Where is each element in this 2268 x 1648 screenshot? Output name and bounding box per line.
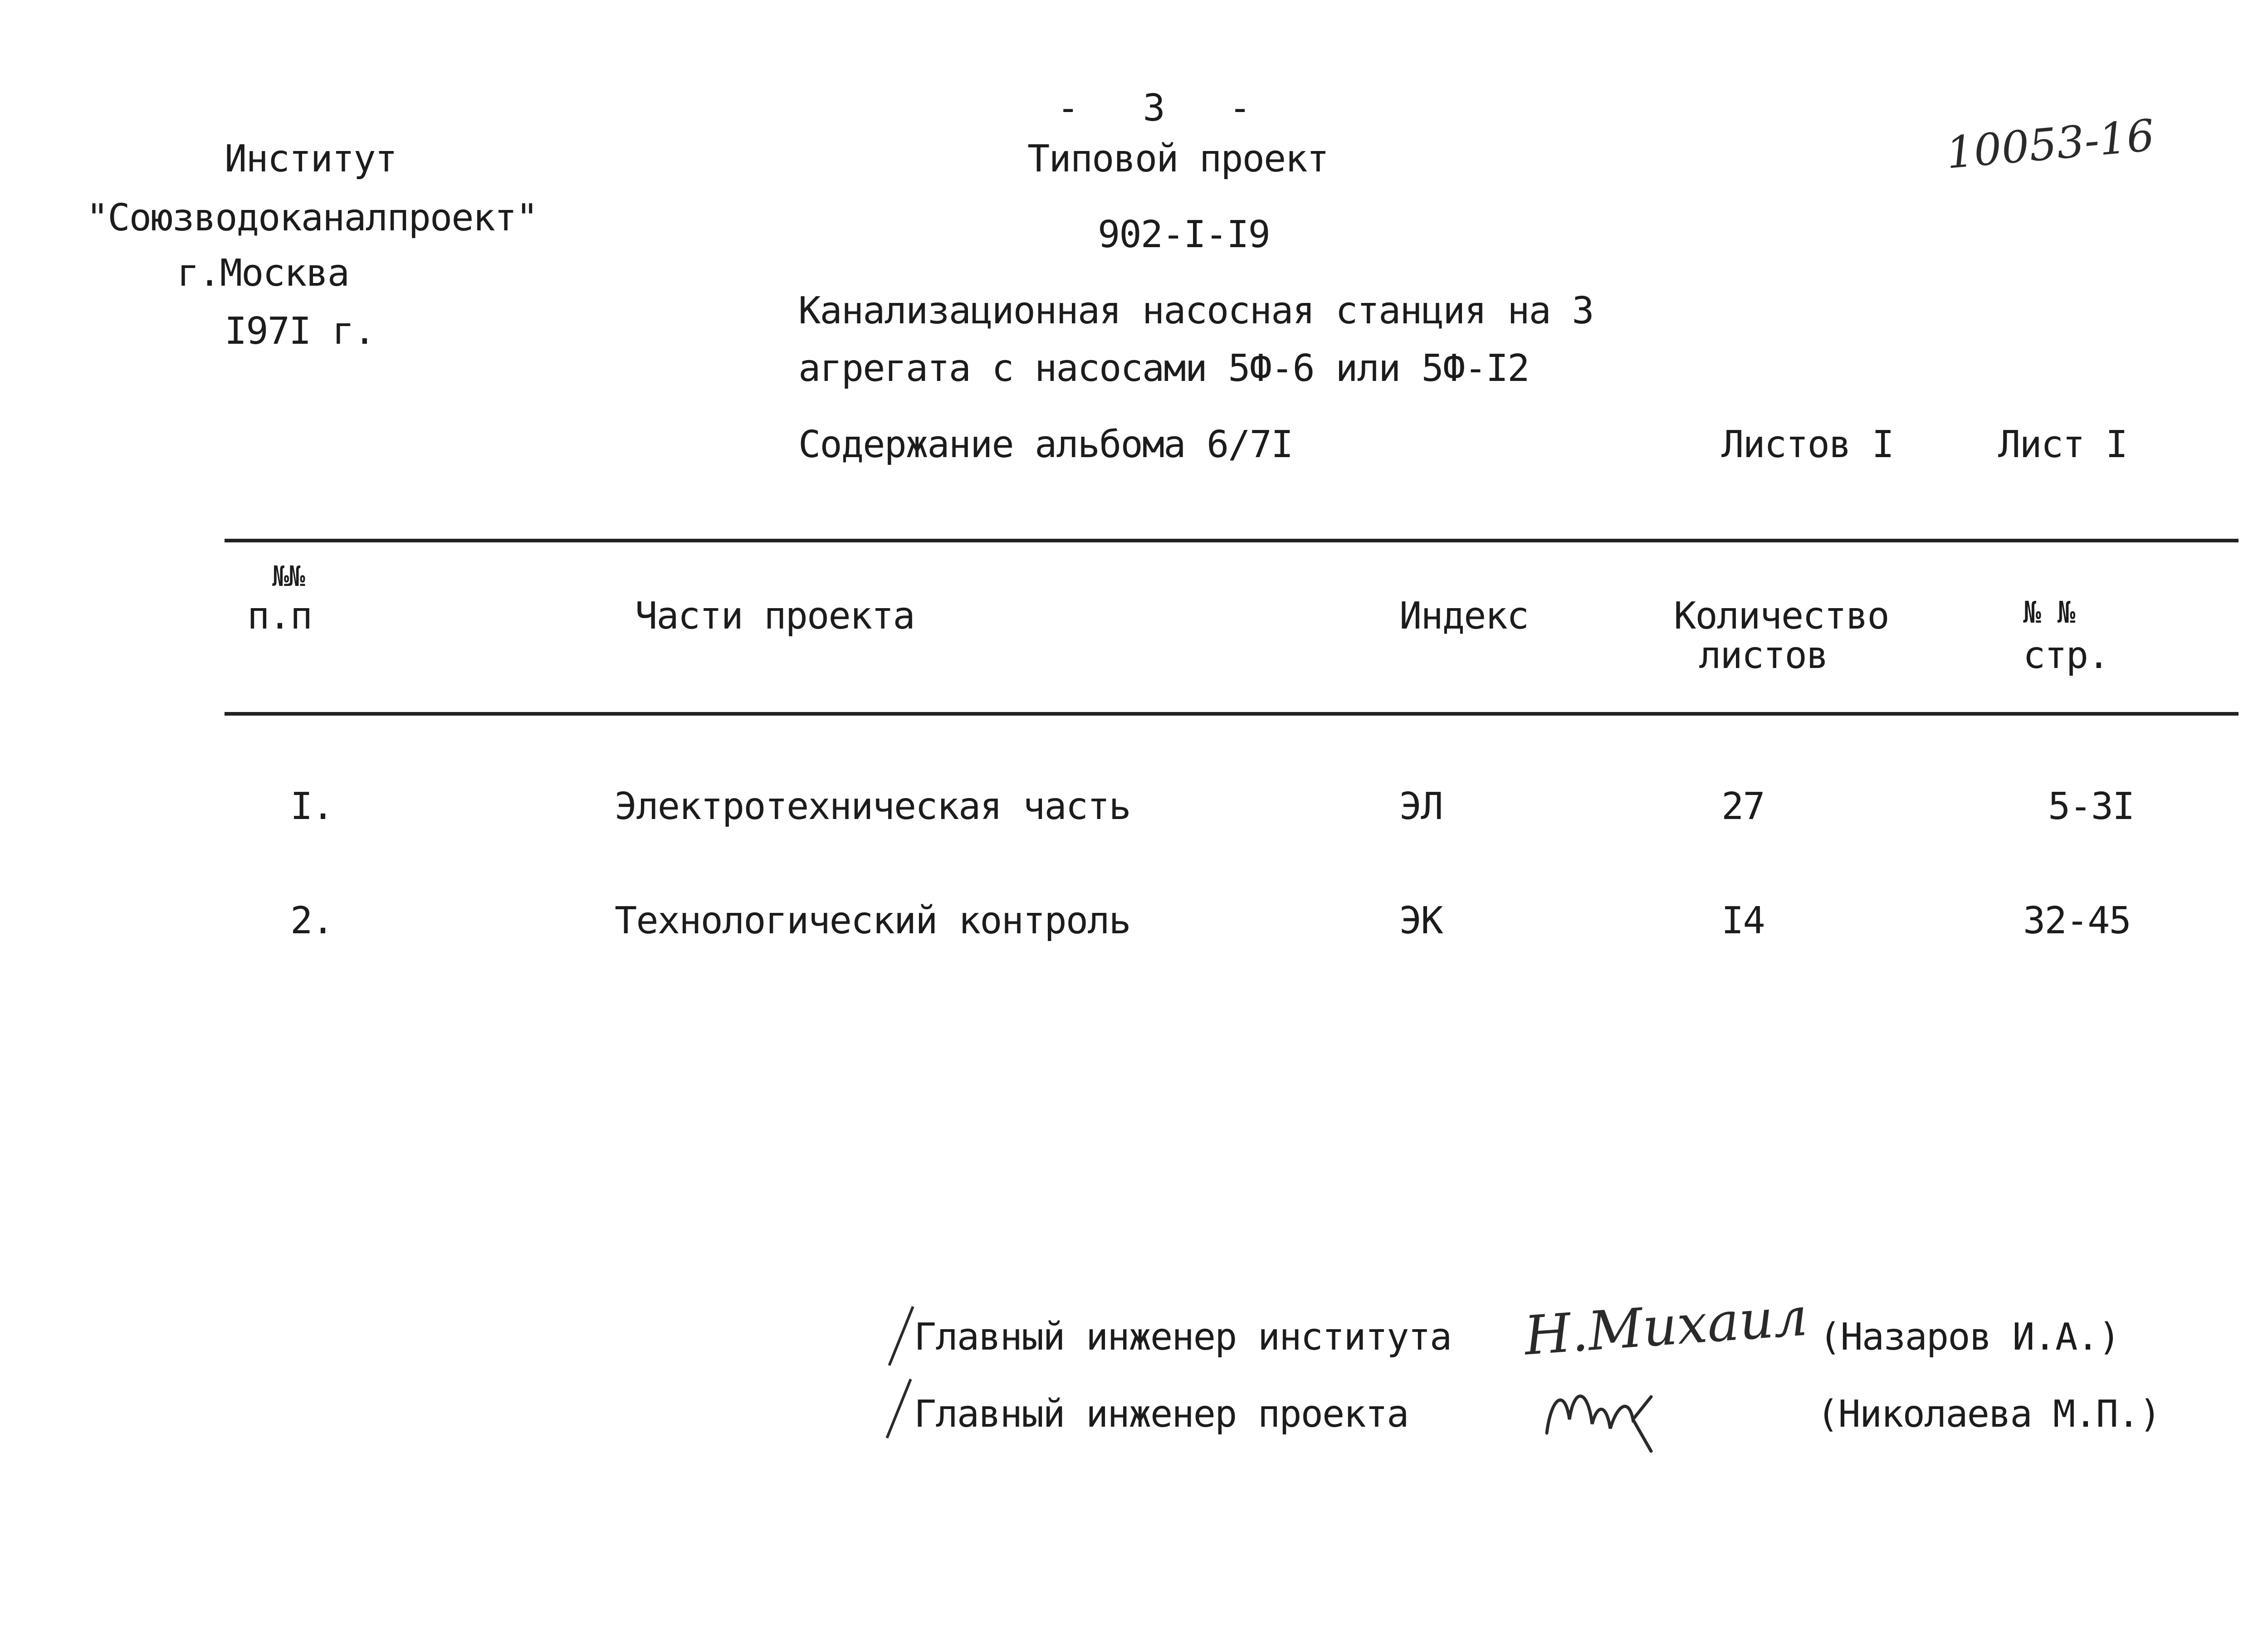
signature-2-role: Главный инженер проекта <box>914 1393 1408 1436</box>
institute-label: Институт <box>225 137 396 180</box>
row-1-sheets: 27 <box>1721 785 1765 828</box>
row-1-number: I. <box>290 785 333 828</box>
col-header-number-1: №№ <box>272 560 304 593</box>
col-header-index: Индекс <box>1399 595 1529 638</box>
col-header-pages-2: стр. <box>2023 634 2109 677</box>
col-header-parts: Части проекта <box>635 595 914 638</box>
sheet-number: Лист I <box>1998 423 2127 466</box>
archive-code: 10053-16 <box>1944 110 2156 179</box>
institute-year: I97I г. <box>225 310 375 353</box>
row-2-pages: 32-45 <box>2023 899 2131 942</box>
institute-name: "Союзводоканалпроект" <box>86 196 538 239</box>
project-type: Типовой проект <box>1027 137 1329 180</box>
signature-1-mark <box>888 1306 914 1366</box>
row-2-index: ЭК <box>1399 899 1442 942</box>
signature-2-name: (Николаева М.П.) <box>1817 1393 2160 1436</box>
project-number: 902-I-I9 <box>1098 213 1270 256</box>
col-header-count-2: листов <box>1699 634 1828 677</box>
page-number: - 3 - <box>1057 87 1251 130</box>
project-title-line1: Канализационная насосная станция на 3 <box>798 289 1593 332</box>
signature-2-scribble <box>1538 1370 1674 1460</box>
col-header-count-1: Количество <box>1674 595 1889 638</box>
row-1-index: ЭЛ <box>1399 785 1442 828</box>
sheets-total: Листов I <box>1721 423 1893 466</box>
table-header-rule <box>225 712 2239 716</box>
col-header-pages-1: № № <box>2023 595 2075 630</box>
project-title-line2: агрегата с насосами 5Ф-6 или 5Ф-I2 <box>798 347 1529 390</box>
signature-1-name: (Назаров И.А.) <box>1819 1316 2120 1359</box>
row-1-part: Электротехническая часть <box>615 785 1130 828</box>
row-2-sheets: I4 <box>1721 899 1765 942</box>
signature-1-handwriting: Н.Михаил <box>1522 1285 1810 1367</box>
row-2-number: 2. <box>290 899 333 942</box>
col-header-number-2: п.п <box>247 595 312 638</box>
table-top-rule <box>225 539 2239 542</box>
row-2-part: Технологический контроль <box>615 899 1130 942</box>
signature-1-role: Главный инженер института <box>914 1316 1452 1359</box>
signature-2-mark <box>886 1379 912 1438</box>
album-contents: Содержание альбома 6/7I <box>798 423 1293 466</box>
row-1-pages: 5-3I <box>2048 785 2134 828</box>
institute-city: г.Москва <box>177 252 349 295</box>
